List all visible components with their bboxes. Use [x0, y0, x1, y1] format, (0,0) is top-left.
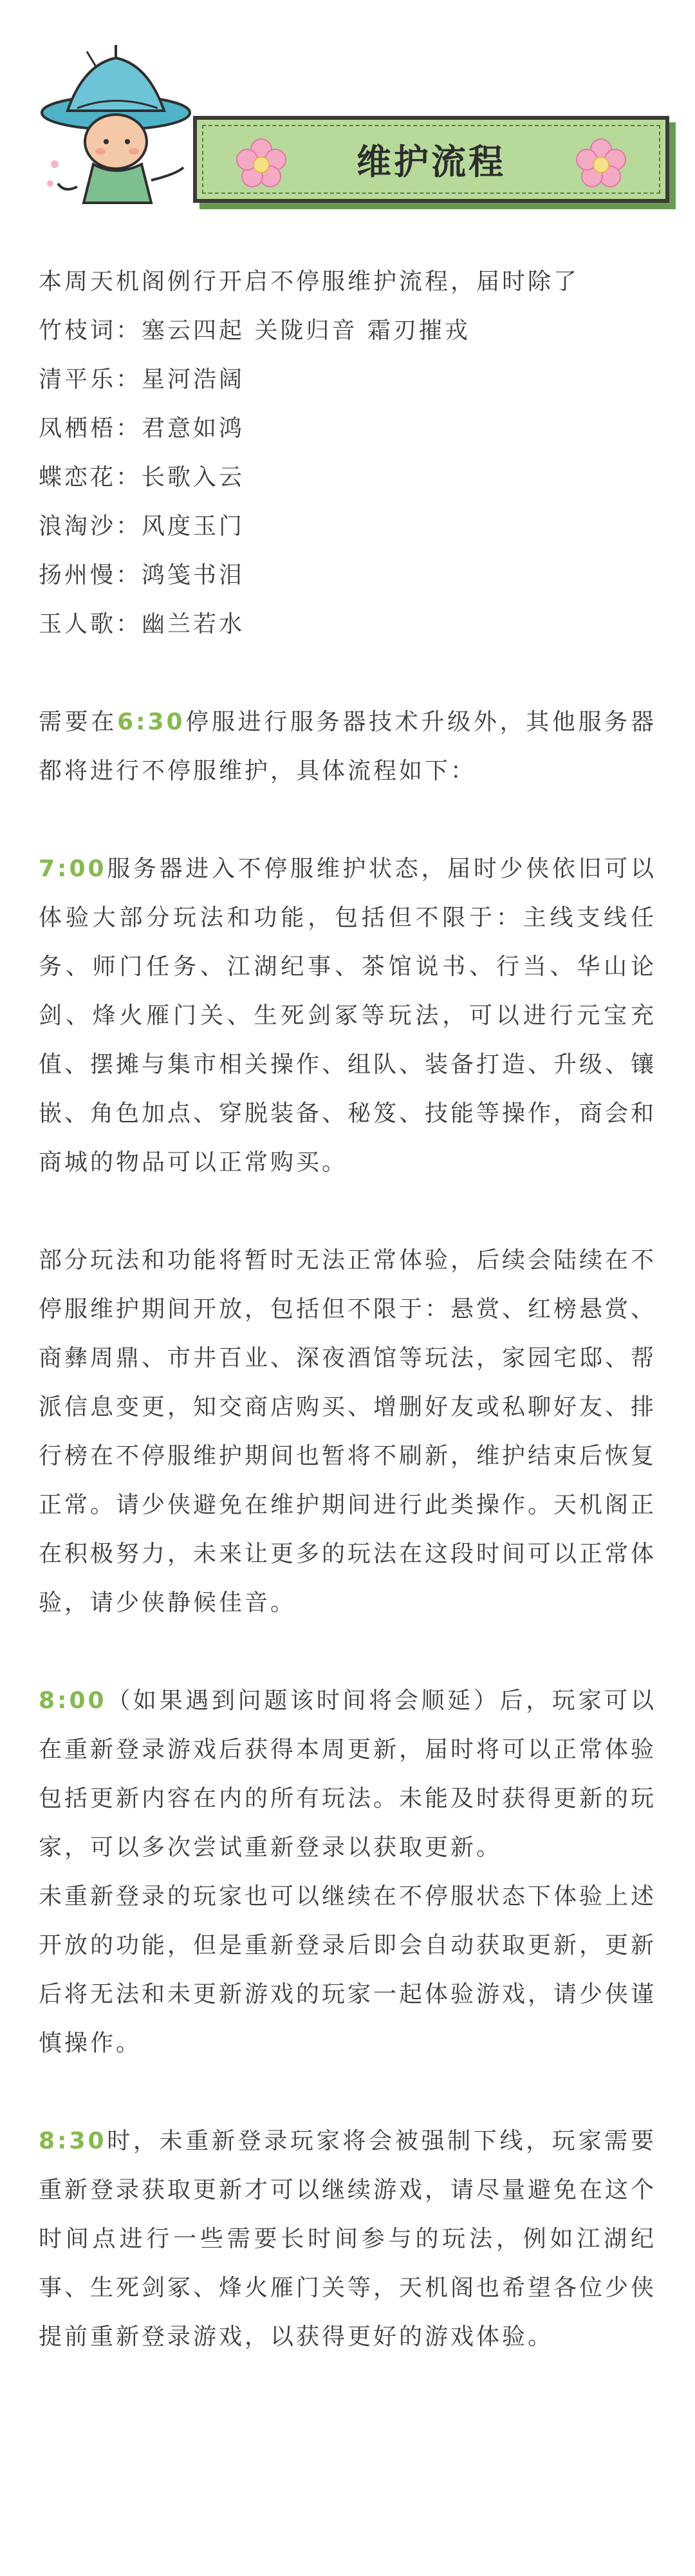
- paragraph-text: 停服进行服务器技术升级外，其他服务器都将进行不停服维护，具体流程如下：: [39, 709, 656, 784]
- paragraph-800-note: 未重新登录的玩家也可以继续在不停服状态下体验上述开放的功能，但是重新登录后即会自动获取更新，更新后将无法和未更新游戏的玩家一起体验游戏，请少侠谨慎操作。: [39, 1883, 657, 2056]
- time-label: 7:00: [39, 856, 107, 882]
- server-line: 扬州慢：鸿笺书泪: [39, 562, 245, 588]
- article-body: [39, 258, 656, 2362]
- paragraph-830: [39, 2117, 656, 2362]
- paragraph-prefix: 需要在: [39, 709, 118, 735]
- server-line: 清平乐：星河浩阔: [39, 366, 245, 393]
- title-banner: [193, 116, 669, 203]
- time-label: 6:30: [117, 709, 185, 735]
- time-label: 8:00: [39, 1688, 107, 1714]
- paragraph-text: 时，未重新登录玩家将会被强制下线，玩家需要重新登录获取更新才可以继续游戏，请尽量避免在这个时间点进行一些需要长时间参与的玩法，例如江湖纪事、生死剑冢、烽火雁门关等，天机阁也希望各位少侠提前重新登录游戏，以获得更好的游戏体验。: [39, 2128, 657, 2350]
- time-label: 8:30: [39, 2128, 107, 2154]
- paragraph-text: 服务器进入不停服维护状态，届时少侠依旧可以体验大部分玩法和功能，包括但不限于：主线支线任务、师门任务、江湖纪事、茶馆说书、行当、华山论剑、烽火雁门关、生死剑冢等玩法，可以进行元宝充值、摆摊与集市相关操作、组队、装备打造、升级、镶嵌、角色加点、穿脱装备、秘笈、技能等操作，商会和商城的物品可以正常购买。: [39, 856, 657, 1176]
- paragraph-text: （如果遇到问题该时间将会顺延）后，玩家可以在重新登录游戏后获得本周更新，届时将可以正常体验包括更新内容在内的所有玩法。未能及时获得更新的玩家，可以多次尝试重新登录以获取更新。: [39, 1688, 657, 1861]
- intro-section: [39, 258, 656, 649]
- server-line: 竹枝词：塞云四起 关陇归音 霜刃摧戎: [39, 317, 470, 344]
- paragraph-700: [39, 845, 656, 1187]
- intro-line: 本周天机阁例行开启不停服维护流程，届时除了: [39, 268, 580, 295]
- paragraph-unavailable: 部分玩法和功能将暂时无法正常体验，后续会陆续在不停服维护期间开放，包括但不限于：悬赏、红榜悬赏、商彝周鼎、市井百业、深夜酒馆等玩法，家园宅邸、帮派信息变更，知交商店购买、增删好友或私聊好友、排行榜在不停服维护期间也暂将不刷新，维护结束后恢复正常。请少侠避免在维护期间进行此类操作。天机阁正在积极努力，未来让更多的玩法在这段时间可以正常体验，请少侠静候佳音。: [39, 1247, 657, 1616]
- header: [39, 39, 656, 212]
- server-line: 浪淘沙：风度玉门: [39, 513, 245, 540]
- server-line: 玉人歌：幽兰若水: [39, 611, 245, 637]
- paragraph-800: [39, 1677, 656, 1872]
- server-line: 凤栖梧：君意如鸿: [39, 415, 245, 442]
- server-line: 蝶恋花：长歌入云: [39, 464, 245, 491]
- paragraph-630: [39, 698, 656, 796]
- page-title: 维护流程: [357, 142, 506, 182]
- flower-icon: [575, 138, 627, 189]
